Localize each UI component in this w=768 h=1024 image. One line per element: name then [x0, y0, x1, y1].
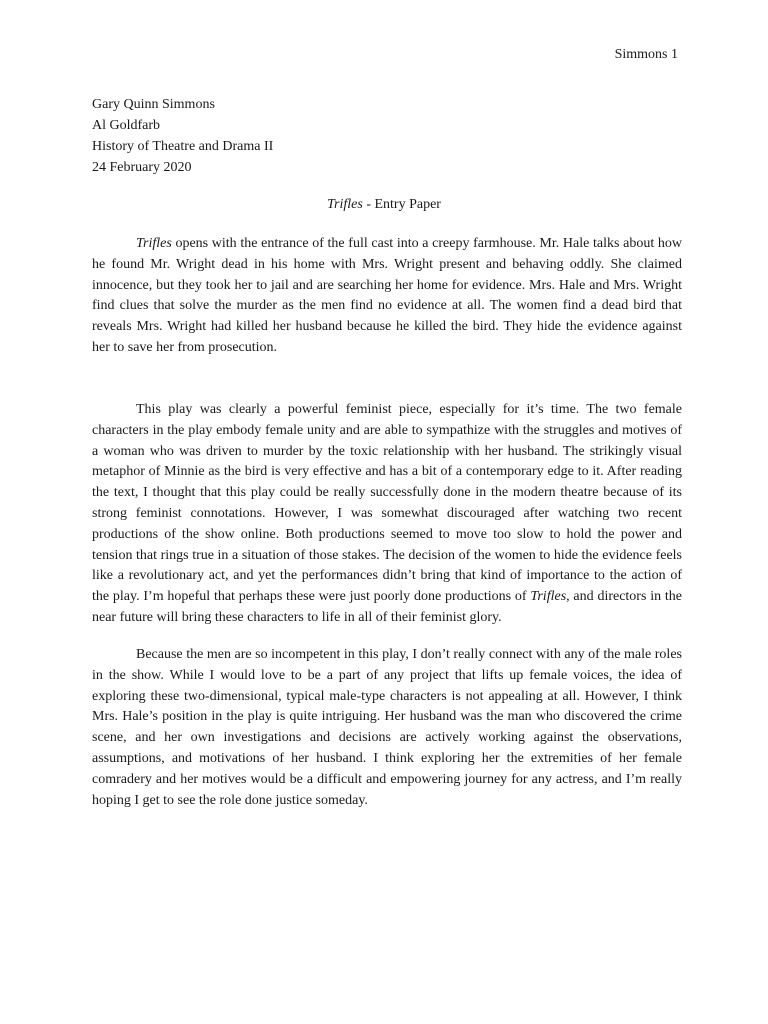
paragraph-2-text-before: This play was clearly a powerful feminist piece, especially for it’s time. The two female characters in the play embody female unity and are able to sympathize with the struggles and motives of a woman who was driven to murder by the toxic relationship with her husband. The strikingly visual metaphor of Minnie as the bird is very effective and has a bit of a contemporary edge to it. After reading the text, I thought that this play could be really successfully done in the modern theatre because of its strong feminist connotations. However, I was somewhat discouraged after watching two recent productions of the show online. Both productions seemed to move too slow to hold the power and tension that rings true in a situation of those stakes. The decision of the women to hide the evidence feels like a revolutionary act, and yet the performances didn’t bring that kind of importance to the action of the play. I’m hopeful that perhaps these were just poorly done productions of	[92, 402, 682, 605]
body-paragraph-3	[92, 645, 682, 811]
paper-title	[0, 195, 768, 215]
paragraph-1-italic-title: Trifles	[136, 236, 172, 251]
body-paragraph-1	[92, 234, 682, 359]
body-paragraph-2	[92, 400, 682, 629]
author-name: Gary Quinn Simmons	[92, 97, 215, 112]
running-header: Simmons 1	[614, 47, 678, 62]
paper-date: 24 February 2020	[92, 160, 192, 175]
course-name: History of Theatre and Drama II	[92, 139, 274, 154]
mla-heading	[92, 94, 682, 178]
title-play-name: Trifles	[327, 197, 363, 212]
paragraph-2-italic-title: Trifles	[530, 589, 567, 605]
instructor-name: Al Goldfarb	[92, 118, 161, 133]
title-suffix: - Entry Paper	[362, 197, 441, 212]
paragraph-2-text-after: , and directors in the near future will bring these characters to life in all of their feminist glory.	[92, 589, 682, 625]
paragraph-3-text: Because the men are so incompetent in this play, I don’t really connect with any of the male roles in the show. While I would love to be a part of any project that lifts up female voices, the idea of exploring these two-dimensional, typical male-type characters is not appealing at all. However, I think Mrs. Hale’s position in the play is quite intriguing. Her husband was the man who discovered the crime scene, and her own investigations and decisions are actively working against the observations, assumptions, and motivations of her husband. I think exploring her the extremities of her female comradery and her motives would be a difficult and empowering journey for any actress, and I’m really hoping I get to see the role done justice someday.	[92, 647, 682, 808]
paragraph-1-text: opens with the entrance of the full cast into a creepy farmhouse. Mr. Hale talks about how he found Mr. Wright dead in his home with Mrs. Wright present and behaving oddly. She claimed innocence, but they took her to jail and are searching her home for evidence. Mrs. Hale and Mrs. Wright find clues that solve the murder as the men find no evidence at all. The women find a dead bird that reveals Mrs. Wright had killed her husband because he killed the bird. They hide the evidence against her to save her from prosecution.	[92, 236, 682, 355]
